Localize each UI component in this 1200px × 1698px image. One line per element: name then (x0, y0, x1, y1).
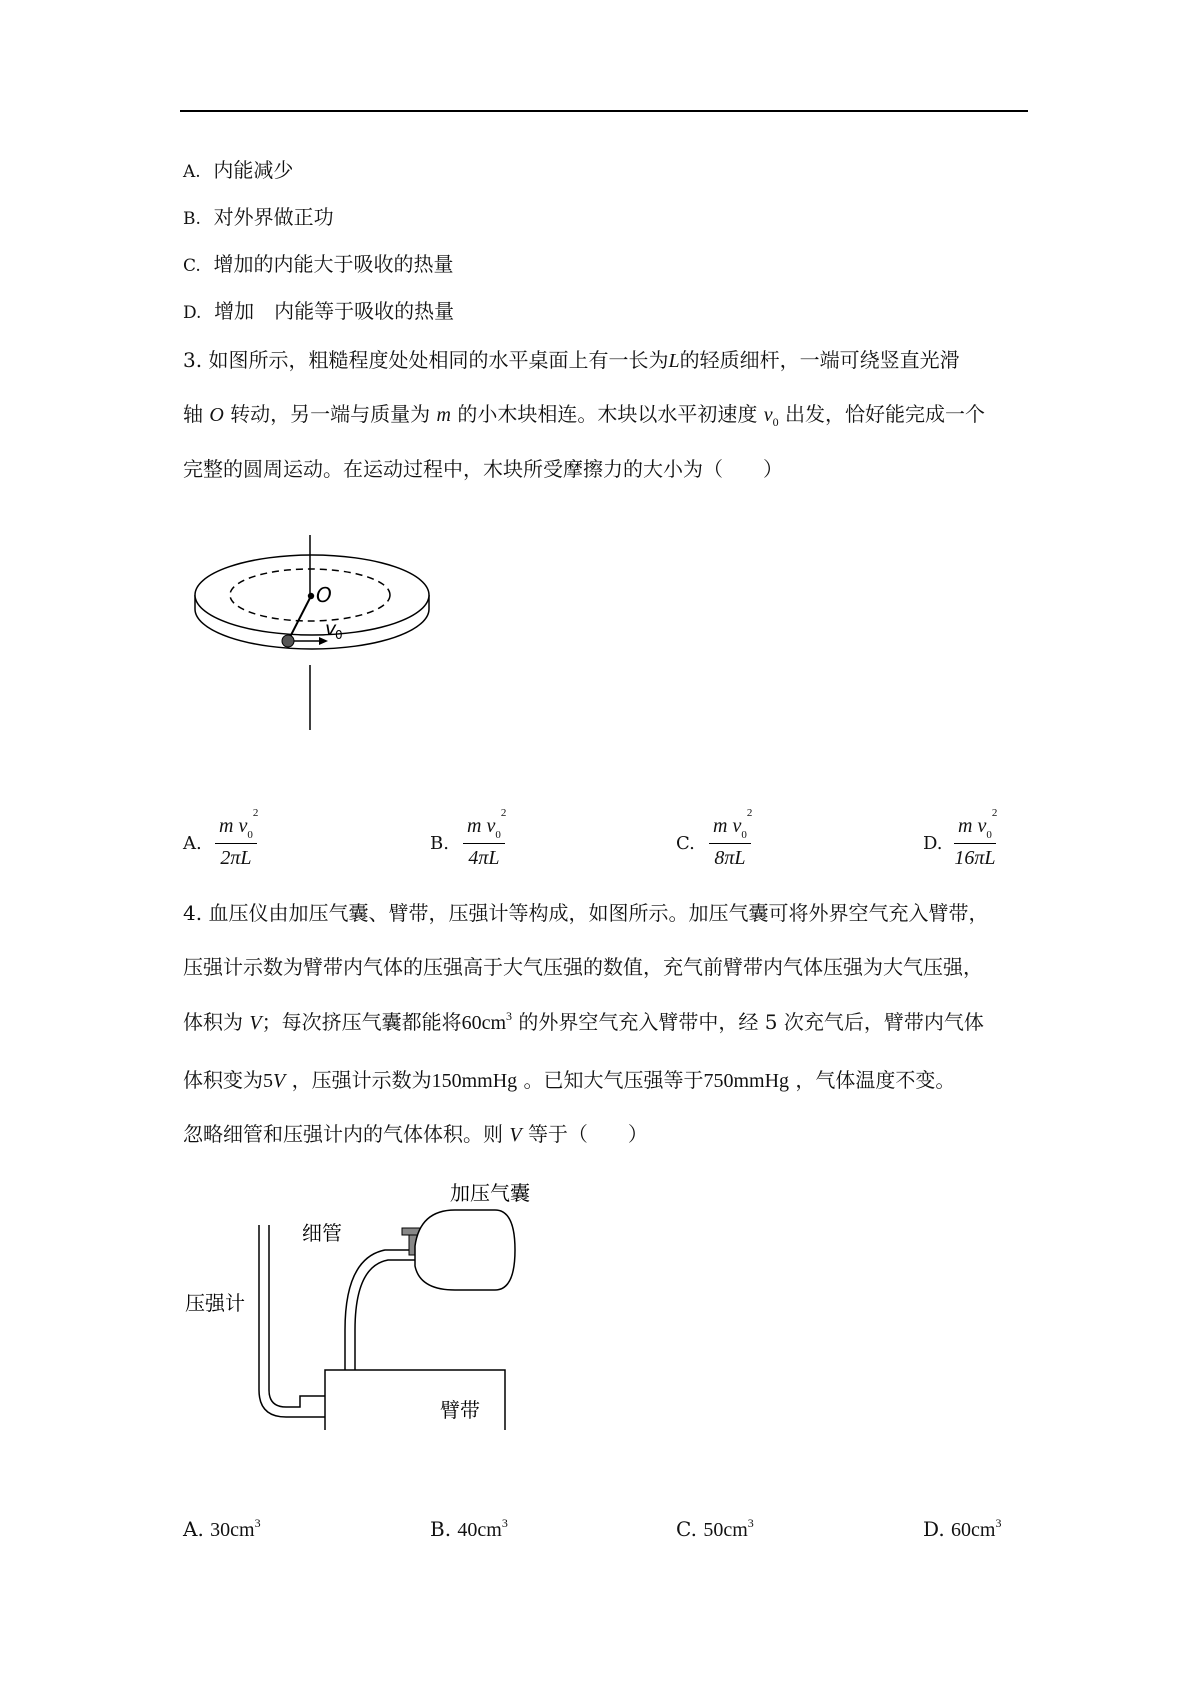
q3-option-c-fraction: m $v_0$ 2 8πL (709, 815, 751, 870)
label-pump-bulb: 加压气囊 (450, 1181, 530, 1205)
figure-label-v-sub: 0 (335, 628, 343, 642)
q4-stem-line3: 体积为 V；每次挤压气囊都能将$60cm^3$ 的外界空气充入臂带中，经 5 次充气后，臂带内气体 (183, 1009, 984, 1034)
q4-option-c: C. $50cm^3$ (676, 1516, 754, 1541)
q4-figure-blood-pressure-meter (180, 1170, 560, 1430)
q3-option-a-label: A. (183, 833, 202, 854)
label-arm-cuff: 臂带 (440, 1398, 480, 1422)
label-pressure-gauge: 压强计 (185, 1291, 245, 1315)
q2-option-a: A. 内能减少 (183, 158, 294, 182)
header-rule (180, 110, 1028, 112)
q3-stem-line1: 3. 如图所示，粗糙程度处处相同的水平桌面上有一长为L的轻质细杆，一端可绕竖直光滑 (183, 348, 960, 372)
q3-option-a-fraction: m $v_0$ 2 2πL (215, 815, 257, 870)
q3-figure-rotating-rod (190, 535, 440, 735)
q3-option-b-fraction: m $v_0$ 2 4πL (463, 815, 505, 870)
q2-option-b: B. 对外界做正功 (183, 205, 334, 229)
q4-option-b: B. $40cm^3$ (430, 1516, 508, 1541)
q3-option-d-label: D. (923, 833, 943, 854)
label-thin-tube: 细管 (302, 1221, 342, 1245)
q4-stem-line4: 体积变为5V ，压强计示数为150mmHg 。已知大气压强等于750mmHg ，气体温度不变。 (183, 1068, 956, 1092)
q2-option-d: D. 增加 内能等于吸收的热量 (183, 299, 455, 323)
q2-option-c: C. 增加的内能大于吸收的热量 (183, 252, 454, 276)
q4-stem-line5: 忽略细管和压强计内的气体体积。则 V 等于（ ） (183, 1122, 648, 1146)
q3-option-c-label: C. (676, 833, 695, 854)
q4-stem-line1: 4. 血压仪由加压气囊、臂带，压强计等构成，如图所示。加压气囊可将外界空气充入臂带， (183, 901, 989, 925)
q3-stem-line3: 完整的圆周运动。在运动过程中，木块所受摩擦力的大小为（ ） (183, 457, 783, 481)
figure-label-v: v (325, 618, 337, 640)
q3-option-b-label: B. (430, 833, 449, 854)
q3-option-d-fraction: m $v_0$ 2 16πL (954, 807, 998, 869)
q4-option-d: D. $60cm^3$ (923, 1516, 1002, 1541)
figure-label-O: O (316, 583, 332, 607)
q4-stem-line2: 压强计示数为臂带内气体的压强高于大气压强的数值，充气前臂带内气体压强为大气压强， (183, 955, 983, 979)
q4-option-a: A. $30cm^3$ (183, 1516, 261, 1541)
q3-stem-line2: 轴 O 转动，另一端与质量为 m 的小木块相连。木块以水平初速度 $v_0$ 出发，恰好能完成一个 (183, 402, 985, 429)
